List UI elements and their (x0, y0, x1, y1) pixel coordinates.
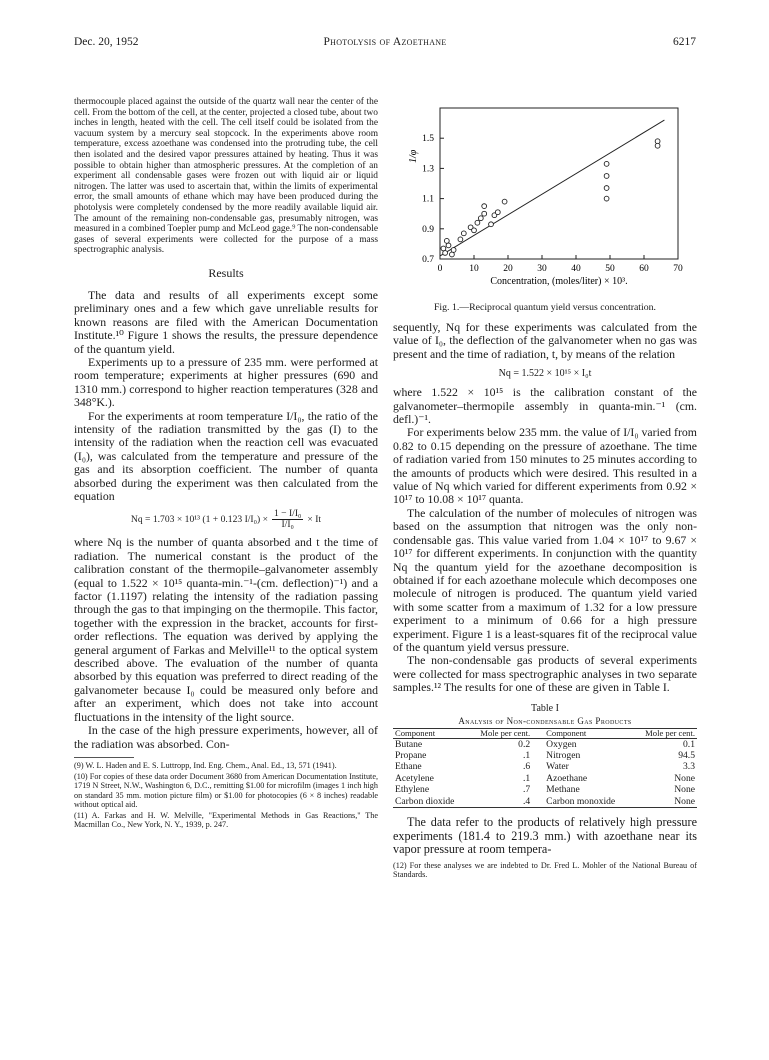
table-cell: Ethane (395, 761, 422, 773)
data-point (478, 216, 483, 221)
x-tick-label: 50 (605, 264, 615, 274)
right-paragraph-1: sequently, Nq for these experiments was calculated from the value of I₀, the deflection of the galvanometer when no gas was present and the time of radiation, t, by means of the relation (393, 320, 697, 361)
data-point (443, 251, 448, 256)
equation-numerator: 1 − I/I₀ (273, 508, 302, 520)
table-cell: .1 (522, 749, 531, 761)
footnote-rule (74, 757, 134, 758)
data-point (655, 143, 660, 148)
table-row (393, 784, 697, 795)
table-cell: Acetylene (395, 772, 434, 784)
data-point (502, 199, 507, 204)
y-axis-label: 1/φ (408, 149, 419, 163)
table-header: Mole per cent. (480, 727, 531, 738)
page-number: 6217 (673, 36, 696, 48)
x-tick-label: 0 (437, 264, 443, 274)
data-point (482, 211, 487, 216)
table-cell: None (674, 795, 695, 807)
left-paragraph-5: where Nq is the number of quanta absorbed and t the time of radiation. The numerical constant is the product of the calibration constant of the thermopile–galvanometer assembly (equal to 1.522 × 10¹⁵ quanta-min.⁻¹-(cm. deflection)⁻¹) and a factor (1.1197) relating the intensity of the radiation passing through the gas to that impinging on the thermopile. This factor, together with the expression in the bracket, accounts for first-order reflections. The equation was derived by applying the general argument of Farkas and Melville¹¹ to the optical system described above. The evaluation of the number of quanta absorbed by this equation was preferred to direct reading of the galvanometer because I₀ could be measured only before and after an experiment, which does not take into account fluctuations in the intensity of the light source. (74, 535, 378, 724)
table-row (393, 761, 697, 772)
table-cell: 0.2 (518, 738, 531, 750)
x-tick-label: 30 (537, 264, 547, 274)
y-tick-label: 0.9 (422, 224, 434, 235)
right-column (393, 94, 697, 880)
left-paragraph-3: Experiments up to a pressure of 235 mm. were performed at room temperature; experiments at higher pressures (690 and 1310 mm.) correspond to higher reaction temperatures (328 and 348°K.). (74, 354, 378, 410)
table-cell: Oxygen (546, 738, 577, 750)
data-point (604, 161, 609, 166)
right-paragraph-3: For experiments below 235 mm. the value of I/I₀ varied from 0.82 to 0.15 depending on the pressure of azoethane. The time of radiation varied from 150 minutes to 25 minutes according to the amounts of products which were desired. This resulted in a value of Nq which varied for different experiments from 0.92 × 10¹⁷ to 10.08 × 10¹⁷ quanta. (393, 425, 697, 507)
table-cell: 3.3 (683, 761, 695, 773)
x-axis-label: Concentration, (moles/liter) × 10³. (490, 276, 628, 287)
left-paragraph-2: The data and results of all experiments except some preliminary ones and a few which gave unreliable results for known reasons are filed with the American Documentation Institute.¹⁰ Figure 1 shows the results, the pressure dependence of the quantum yield. (74, 287, 378, 356)
table-header: Component (546, 727, 587, 738)
table-cell: Carbon monoxide (546, 795, 616, 807)
footnote-12: (12) For these analyses we are indebted to Dr. Fred L. Mohler of the National Bureau of Standards. (393, 860, 697, 880)
table-cell: None (674, 772, 695, 784)
table-row (393, 796, 697, 808)
data-point (451, 248, 456, 253)
right-paragraph-2: where 1.522 × 10¹⁵ is the calibration constant of the galvanometer–thermopile assembly in quanta-min.⁻¹ (cm. defl.)⁻¹. (393, 385, 697, 427)
table-cell: .4 (522, 795, 531, 807)
data-point (482, 204, 487, 209)
data-point (489, 222, 494, 227)
table-cell: None (674, 784, 695, 796)
quantum-yield-chart (393, 94, 697, 300)
table-cell: .6 (522, 761, 531, 773)
data-point (495, 210, 500, 215)
figure-caption: Fig. 1.—Reciprocal quantum yield versus concentration. (433, 302, 656, 313)
data-point (441, 246, 446, 251)
left-paragraph-4: For the experiments at room temperature I/I₀, the ratio of the intensity of the radiation transmitted by the gas (I) to the intensity of the radiation when the reaction cell was evacuated (I₀), was calculated from the temperature and pressure of the gas and its absorption coefficient. The number of quanta absorbed during the experiment was then calculated from the equation (74, 408, 378, 503)
page-header (74, 36, 696, 52)
data-point (604, 186, 609, 191)
data-point (450, 252, 455, 257)
table-row (393, 738, 697, 750)
relation-equation: Nq = 1.522 × 10¹⁵ × I₀t (498, 368, 592, 380)
equation-denominator: I/I₀ (281, 519, 294, 531)
x-tick-label: 10 (469, 264, 479, 274)
data-point (461, 231, 466, 236)
right-paragraph-5: The non-condensable gas products of several experiments were collected for mass spectrographic analyses in two separate samples.¹² The results for one of these are given in Table I. (393, 653, 697, 695)
table-header: Mole per cent. (645, 727, 695, 738)
y-tick-label: 1.5 (422, 134, 434, 145)
right-paragraph-6: The data refer to the products of relatively high pressure experiments (181.4 to 219.3 mm.) with azoethane near its vapor pressure at room tempera- (393, 815, 697, 857)
table-cell: 0.1 (683, 738, 695, 750)
table-title: Table I (531, 702, 559, 714)
equation-fraction (272, 509, 303, 530)
quanta-equation (74, 509, 378, 530)
figure-1 (393, 94, 697, 300)
equation-right: × It (307, 514, 322, 526)
table-header-row (393, 728, 697, 738)
table-cell: Nitrogen (546, 749, 581, 761)
table-row (393, 773, 697, 784)
table-cell: Butane (395, 738, 423, 750)
data-point (604, 196, 609, 201)
footnote-11: (11) A. Farkas and H. W. Melville, "Experimental Methods in Gas Reactions," The Macmillan Co., New York, N. Y., 1939, p. 247. (74, 810, 378, 830)
table-subtitle: Analysis of Non-condensable Gas Products (458, 715, 632, 726)
left-paragraph-6: In the case of the high pressure experiments, however, all of the radiation was absorbed. Con- (74, 723, 378, 751)
data-point (472, 228, 477, 233)
header-title: Photolysis of Azoethane (323, 36, 447, 48)
left-column (74, 97, 378, 830)
data-point (446, 243, 451, 248)
header-date: Dec. 20, 1952 (74, 36, 139, 48)
table-cell: Water (546, 761, 569, 773)
data-point (475, 220, 480, 225)
table-header: Component (395, 727, 436, 738)
data-point (444, 238, 449, 243)
footnote-9: (9) W. L. Haden and E. S. Luttropp, Ind. Eng. Chem., Anal. Ed., 13, 571 (1941). (74, 760, 337, 770)
data-point (458, 237, 463, 242)
x-tick-label: 20 (503, 264, 513, 274)
table-cell: 94.5 (678, 749, 695, 761)
data-point (655, 139, 660, 144)
left-paragraph-1: thermocouple placed against the outside of the quartz wall near the center of the cell. From the bottom of the cell, at the center, projected a closed tube, about two inches in length, heated with the cell. The cell itself could be isolated from the vacuum system by a mercury seal stopcock. In the experiments above room temperature, excess azoethane was condensed into the protruding tube, the cell then isolated and the desired vapor pressures attained by heating. Thus it was possible to obtain higher than atmospheric pressures. At the completion of an experiment all condensable gases were frozen out with liquid air or liquid nitrogen. The latter was used to ascertain that, within the limits of experimental error, the small amounts of ethane which may have been produced during the photolysis were completely condensed by the more readily available liquid air. The amount of the remaining non-condensable gas, presumably nitrogen, was measured in a combined Toepler pump and McLeod gage.⁹ The non-condensable gases of several experiments were collected for the purpose of a mass spectrographic analysis. (74, 97, 378, 256)
table-cell: Methane (546, 784, 580, 796)
table-cell: .1 (522, 772, 531, 784)
table-cell: Azoethane (546, 772, 588, 784)
table-row (393, 750, 697, 761)
table-cell: Propane (395, 749, 427, 761)
gas-products-table (393, 728, 697, 808)
x-tick-label: 70 (673, 264, 683, 274)
table-cell: Carbon dioxide (395, 795, 455, 807)
right-paragraph-4: The calculation of the number of molecules of nitrogen was based on the assumption that nitrogen was the only non-condensable gas. This value varied from 1.04 × 10¹⁷ to 9.67 × 10¹⁷ for different experiments. In conjunction with the quantity Nq the quantum yield for the azoethane decomposition is obtained if for each azoethane molecule which decomposes one molecule of nitrogen is produced. The quantum yield varied with some scatter from a maximum of 1.32 for a low pressure experiment to a minimum of 0.66 for a high pressure experiment. Figure 1 is a least-squares fit of the reciprocal value of the quantum yield versus pressure. (393, 505, 697, 654)
y-tick-label: 1.1 (422, 194, 434, 205)
table-cell: .7 (522, 784, 531, 796)
table-cell: Ethylene (395, 784, 430, 796)
equation-left: Nq = 1.703 × 10¹³ (1 + 0.123 I/I₀) × (130, 514, 268, 526)
x-tick-label: 40 (571, 264, 581, 274)
x-tick-label: 60 (639, 264, 649, 274)
footnote-10: (10) For copies of these data order Document 3680 from American Documentation Institute, 1719 N Street, N.W., Washington 6, D.C., remitting $1.00 for microfilm (images 1 inch high on standard 35 mm. motion picture film) or $1.00 for photocopies (6 × 8 inches) readable without optical aid. (74, 771, 378, 810)
y-tick-label: 0.7 (422, 255, 434, 265)
results-heading: Results (208, 265, 244, 280)
y-tick-label: 1.3 (422, 164, 434, 175)
data-point (604, 174, 609, 179)
fit-line (440, 120, 664, 256)
